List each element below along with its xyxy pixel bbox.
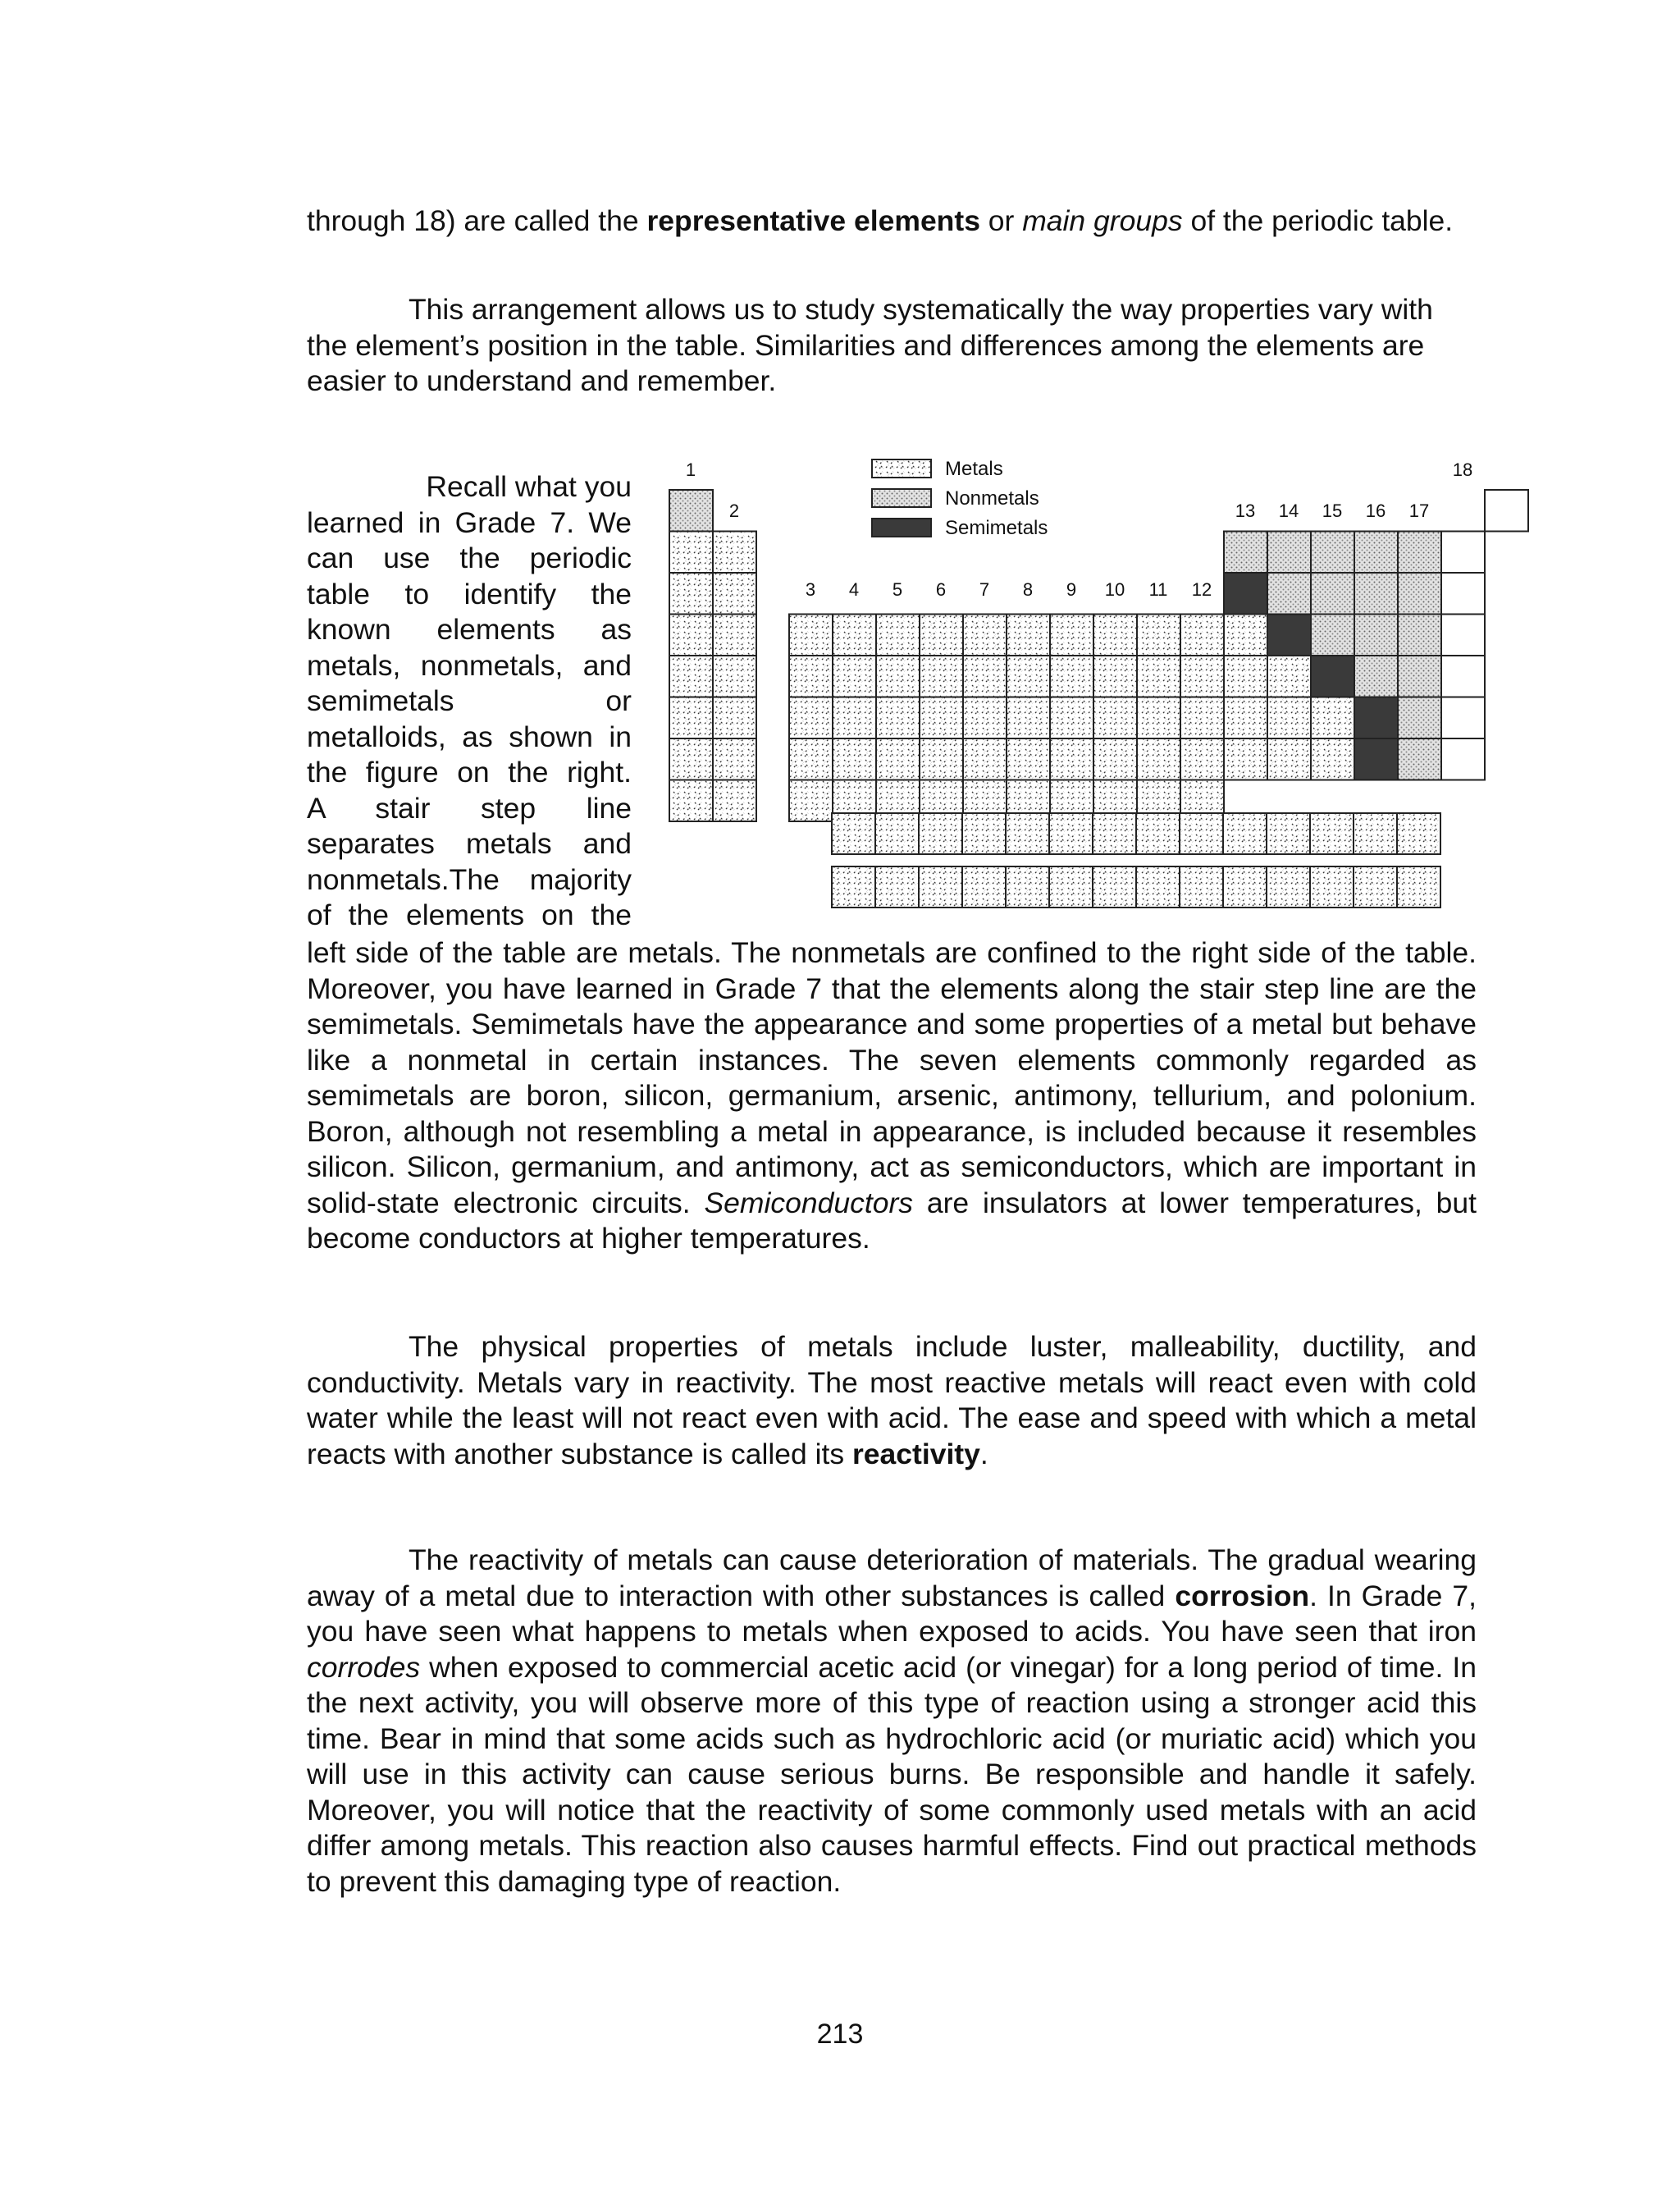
group-label: 6 — [935, 579, 947, 600]
paragraph-line: table to identify the — [307, 577, 632, 610]
group-label: 12 — [1191, 579, 1212, 600]
metal-cell — [1093, 738, 1137, 780]
empty-cell — [1441, 615, 1485, 656]
f-block-cell — [962, 813, 1006, 854]
f-block-cell — [919, 813, 962, 854]
empty-cell — [1441, 532, 1485, 574]
nonmetal-cell — [1311, 532, 1354, 574]
empty-cell — [1441, 656, 1485, 697]
group-label: 13 — [1235, 501, 1256, 521]
metal-cell — [1007, 738, 1050, 780]
f-block-cell — [832, 813, 875, 854]
f-block-cell — [1397, 866, 1440, 908]
paragraph-line: the figure on the right. — [307, 756, 632, 789]
metal-cell — [1267, 656, 1311, 697]
paragraph-line: learned in Grade 7. We — [307, 505, 632, 539]
nonmetal-cell — [1398, 532, 1441, 574]
text-run: are insulators at lower temperatures, but become conductors at higher temperatures. — [307, 1186, 1477, 1255]
metal-cell — [789, 656, 833, 697]
f-block-cell — [875, 813, 919, 854]
metal-cell — [1093, 615, 1137, 656]
paragraph-recall-continued — [307, 935, 1477, 1257]
metal-cell — [1224, 615, 1267, 656]
metal-cell — [1007, 656, 1050, 697]
f-block-cell — [1223, 866, 1267, 908]
metal-cell — [876, 697, 920, 739]
paragraph-text — [307, 935, 1477, 1257]
semimetals-legend-swatch — [872, 519, 931, 537]
text-run: The physical properties of metals include luster, malleability, ductility, and conductivity. Metals vary in reactivity. The most reactive metals will react even with cold water while the least will not react even with acid. The ease and speed with which a metal reacts with another substance is called its — [307, 1330, 1477, 1470]
f-block-cell — [875, 866, 919, 908]
f-block-cell — [919, 866, 962, 908]
nonmetal-cell — [669, 490, 713, 532]
group-label: 15 — [1322, 501, 1343, 521]
metal-cell — [1093, 697, 1137, 739]
italic-term: Semiconductors — [704, 1186, 914, 1219]
metal-cell — [1007, 615, 1050, 656]
text-run: . — [979, 1437, 988, 1470]
group-label: 7 — [979, 579, 990, 600]
metal-cell — [1267, 697, 1311, 739]
metal-cell — [920, 697, 963, 739]
group-label: 8 — [1022, 579, 1034, 600]
empty-cell — [1441, 738, 1485, 780]
metal-cell — [713, 780, 756, 822]
paragraph-text — [307, 1329, 1477, 1472]
text-run: left side of the table are metals. The nonmetals are confined to the right side of the table. Moreover, you have learned in Grade 7 that the elements along the stair step line are the semimetals. Semimetals have the appearance and some properties of a metal but behave like a nonmetal in certain instances. The seven elements commonly regarded as semimetals are boron, silicon, germanium, arsenic, antimony, tellurium, and polonium. Boron, although not resembling a metal in appearance, is included because it resembles silicon. Silicon, germanium, and antimony, act as semiconductors, which are important in solid-state electronic circuits. — [307, 936, 1477, 1219]
group-label: 4 — [848, 579, 860, 600]
f-block-cells — [832, 813, 1440, 908]
group-label: 10 — [1104, 579, 1125, 600]
nonmetal-cell — [1224, 532, 1267, 574]
metal-cell — [963, 615, 1007, 656]
metal-cell — [1224, 738, 1267, 780]
metal-cell — [1224, 656, 1267, 697]
paragraph-line: of the elements on the — [307, 898, 632, 931]
text-run: of the periodic table. — [1182, 204, 1454, 237]
metal-cell — [920, 615, 963, 656]
f-block-cell — [1093, 866, 1136, 908]
nonmetals-legend-label: Nonmetals — [945, 487, 1039, 510]
metal-cell — [1311, 697, 1354, 739]
metal-cell — [1007, 697, 1050, 739]
metal-cell — [669, 656, 713, 697]
metal-cell — [669, 532, 713, 574]
f-block-cell — [1354, 866, 1397, 908]
paragraph-text: This arrangement allows us to study systematically the way properties vary with the element’s position in the table. Similarities and differences among the elements are easier to understand and remember. — [307, 293, 1433, 397]
f-block-cell — [1093, 813, 1136, 854]
metal-cell — [1137, 697, 1180, 739]
f-block-cell — [962, 866, 1006, 908]
group-label: 5 — [892, 579, 903, 600]
metal-cell — [1137, 615, 1180, 656]
metal-cell — [713, 738, 756, 780]
metal-cell — [1050, 738, 1093, 780]
metal-cell — [1311, 738, 1354, 780]
f-block-cell — [1354, 813, 1397, 854]
metal-cell — [1180, 697, 1224, 739]
group-label: 16 — [1365, 501, 1386, 521]
nonmetal-cell — [1354, 532, 1398, 574]
metal-cell — [713, 656, 756, 697]
metal-cell — [1180, 656, 1224, 697]
text-run: or — [979, 204, 1023, 237]
bold-term: reactivity — [851, 1437, 980, 1470]
metal-cell — [789, 780, 833, 822]
nonmetal-cell — [1398, 656, 1441, 697]
metal-cell — [789, 738, 833, 780]
f-block-cell — [1267, 866, 1310, 908]
bold-term: corrosion — [1175, 1579, 1310, 1612]
metal-cell — [920, 656, 963, 697]
group-label: 3 — [805, 579, 816, 600]
paragraph-line: nonmetals.The majority — [307, 862, 632, 896]
metal-cell — [669, 697, 713, 739]
f-block-cell — [1310, 813, 1354, 854]
nonmetal-cell — [1398, 697, 1441, 739]
metal-cell — [920, 738, 963, 780]
metal-cell — [713, 532, 756, 574]
nonmetals-legend-swatch — [872, 489, 931, 507]
paragraph-line: semimetals or — [307, 684, 632, 717]
paragraph-text — [307, 1543, 1477, 1900]
paragraph-corrosion — [307, 1543, 1477, 1900]
metal-cell — [1180, 738, 1224, 780]
group-label: 11 — [1148, 579, 1168, 600]
metal-cell — [833, 656, 876, 697]
metal-cell — [833, 738, 876, 780]
paragraph-line: metalloids, as shown in — [307, 720, 632, 753]
main-table-cells — [669, 490, 1528, 821]
metal-cell — [1137, 738, 1180, 780]
paragraph-line: known elements as — [307, 613, 632, 646]
metal-cell — [1137, 656, 1180, 697]
metal-cell — [1093, 656, 1137, 697]
metal-cell — [789, 697, 833, 739]
paragraph-line: separates metals and — [307, 827, 632, 860]
nonmetal-cell — [1311, 615, 1354, 656]
figure-legend — [872, 458, 1048, 539]
nonmetal-cell — [1398, 738, 1441, 780]
semimetal-cell — [1311, 656, 1354, 697]
nonmetal-cell — [1311, 573, 1354, 615]
f-block-cell — [1006, 866, 1049, 908]
paragraph-line: A stair step line — [307, 791, 632, 825]
semimetal-cell — [1354, 738, 1398, 780]
metal-cell — [963, 738, 1007, 780]
metal-cell — [833, 697, 876, 739]
text-run: through 18) are called the — [307, 204, 647, 237]
metal-cell — [876, 615, 920, 656]
metal-cell — [1050, 697, 1093, 739]
nonmetal-cell — [1398, 573, 1441, 615]
italic-term: main groups — [1022, 204, 1183, 237]
f-block-cell — [1180, 866, 1223, 908]
metal-cell — [713, 697, 756, 739]
semimetal-cell — [1224, 573, 1267, 615]
periodic-table-figure — [0, 0, 1680, 952]
metal-cell — [669, 573, 713, 615]
f-block-cell — [1180, 813, 1223, 854]
f-block-cell — [832, 866, 875, 908]
group-label: 14 — [1278, 501, 1299, 521]
f-block-cell — [1223, 813, 1267, 854]
metal-cell — [669, 780, 713, 822]
metal-cell — [1050, 615, 1093, 656]
metal-cell — [1180, 615, 1224, 656]
nonmetal-cell — [1398, 615, 1441, 656]
nonmetal-cell — [1354, 656, 1398, 697]
group-label: 18 — [1452, 459, 1473, 480]
paragraph-line: can use the periodic — [307, 542, 632, 574]
empty-cell — [1441, 697, 1485, 739]
group-label: 2 — [728, 501, 740, 521]
metal-cell — [1050, 656, 1093, 697]
semimetals-legend-label: Semimetals — [945, 517, 1048, 539]
paragraph-line: metals, nonmetals, and — [307, 648, 632, 682]
metal-cell — [713, 615, 756, 656]
text-run: . In Grade 7, you have seen what happens to metals when exposed to acids. You have seen that iron — [307, 1579, 1477, 1648]
semimetal-cell — [1354, 697, 1398, 739]
italic-term: corrodes — [307, 1650, 421, 1684]
metal-cell — [669, 738, 713, 780]
nonmetal-cell — [1354, 573, 1398, 615]
metal-cell — [876, 656, 920, 697]
nonmetal-cell — [1354, 615, 1398, 656]
text-run: when exposed to commercial acetic acid (or vinegar) for a long period of time. In the next activity, you will observe more of this type of reaction using a stronger acid this time. Bear in mind that some acids such as hydrochloric acid (or muriatic acid) which you will use in this activity can cause serious burns. Be responsible and handle it safely. Moreover, you will notice that the reactivity of some commonly used metals with an acid differ among metals. This reaction also causes harmful effects. Find out practical methods to prevent this damaging type of reaction. — [307, 1650, 1477, 1898]
metal-cell — [789, 615, 833, 656]
f-block-cell — [1049, 813, 1093, 854]
f-block-cell — [1310, 866, 1354, 908]
group-label: 9 — [1066, 579, 1077, 600]
page-number: 213 — [816, 2019, 864, 2050]
group-label: 17 — [1408, 501, 1430, 521]
f-block-cell — [1136, 866, 1180, 908]
metal-cell — [1224, 697, 1267, 739]
metals-legend-swatch — [872, 459, 931, 478]
paragraph-line: Recall what you — [426, 470, 632, 503]
f-block-cell — [1049, 866, 1093, 908]
f-block-cell — [1397, 813, 1440, 854]
metal-cell — [963, 656, 1007, 697]
f-block-cell — [1267, 813, 1310, 854]
metal-cell — [963, 697, 1007, 739]
metal-cell — [669, 615, 713, 656]
nonmetal-cell — [1267, 532, 1311, 574]
f-block-cell — [1006, 813, 1049, 854]
empty-cell — [1441, 573, 1485, 615]
metal-cell — [1267, 738, 1311, 780]
paragraph-physical-properties — [307, 1329, 1477, 1472]
metal-cell — [713, 573, 756, 615]
f-block-cell — [1136, 813, 1180, 854]
metal-cell — [833, 615, 876, 656]
metal-cell — [876, 738, 920, 780]
bold-term: representative elements — [646, 204, 980, 237]
empty-cell — [1485, 490, 1528, 532]
semimetal-cell — [1267, 615, 1311, 656]
nonmetal-cell — [1267, 573, 1311, 615]
text-run: The reactivity of metals can cause deterioration of materials. The gradual wearing away of a metal due to interaction with other substances is called — [307, 1543, 1477, 1612]
group-label: 1 — [685, 459, 696, 480]
metals-legend-label: Metals — [945, 458, 1003, 480]
